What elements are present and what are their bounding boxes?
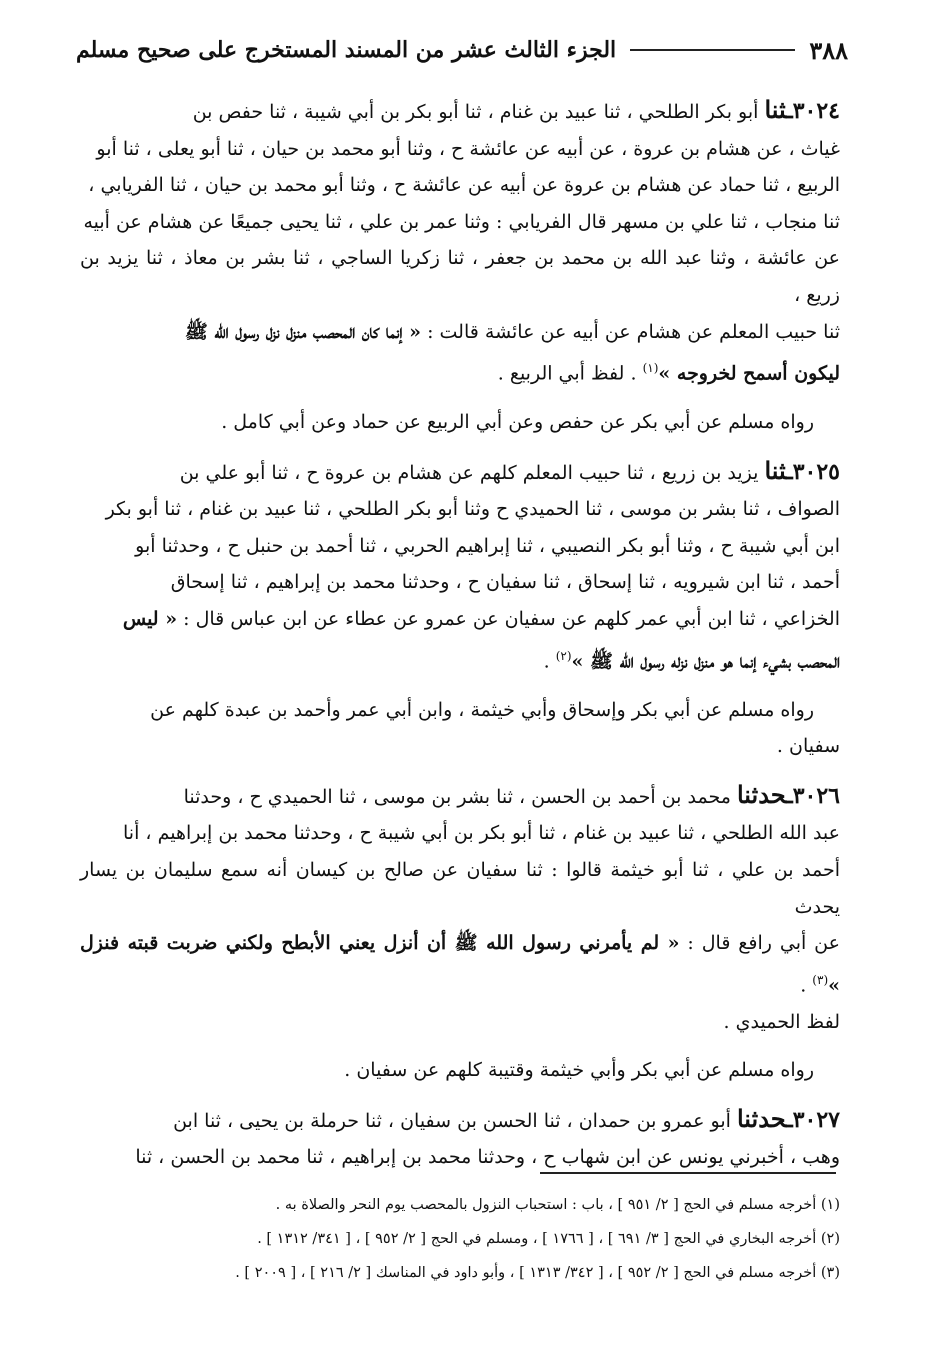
hadith-number: ٣٠٢٦ xyxy=(792,782,840,809)
text-line: عن أبي رافع قال : « لم يأمرني رسول الله ﷺ أن أنزل يعني الأبطح ولكني ضربت قبته فنزل »$^{(٣)}$ . xyxy=(80,932,840,997)
text-line: الربيع ، ثنا حماد عن هشام بن عروة عن أبيه عن عائشة ح ، وثنا أبو محمد بن حيان ، ثنا الفريابي ، xyxy=(88,174,840,197)
hadith-keyword: حدثنا xyxy=(736,779,787,809)
matn-text: « ليس xyxy=(122,608,178,631)
text-line: سفيان . xyxy=(776,735,840,758)
text-line: ٣٠٢٥ـثنا يزيد بن زريع ، ثنا حبيب المعلم كلهم عن هشام بن عروة ح ، ثنا أبو علي بن xyxy=(179,455,840,485)
footnote-ref: (١) xyxy=(642,361,659,376)
text-line: ثنا منجاب ، ثنا علي بن مسهر قال الفريابي : وثنا عمر بن علي ، ثنا يحيى جميعًا عن هشام عن أبيه xyxy=(83,210,840,233)
running-title: الجزء الثالث عشر من المسند المستخرج على صحيح مسلم xyxy=(76,37,617,63)
text-line: لفظ الحميدي . xyxy=(723,1010,840,1033)
hadith-number: ٣٠٢٧ xyxy=(792,1106,840,1133)
matn-text: « لم يأمرني رسول الله ﷺ أن أنزل يعني الأبطح ولكني ضربت قبته فنزل » xyxy=(80,932,840,997)
hadith-keyword: حدثنا xyxy=(736,1103,787,1133)
text-line: ٣٠٢٤ـثنا أبو بكر الطلحي ، ثنا عبيد بن غنام ، ثنا أبو بكر بن أبي شيبة ، ثنا حفص بن xyxy=(192,95,840,124)
text-line: أحمد بن علي ، ثنا أبو خيثمة قالوا : ثنا سفيان عن صالح بن كيسان أنه سمع سليمان بن يسار يحدث xyxy=(80,858,840,918)
text-line: رواه مسلم عن أبي بكر وأبي خيثمة وقتيبة كلهم عن سفيان . xyxy=(344,1059,814,1082)
text-line: عن عائشة ، وثنا عبد الله بن محمد بن جعفر ، ثنا زكريا الساجي ، ثنا بشر بن معاذ ، ثنا يزيد بن زريع ، xyxy=(80,247,840,306)
header-rule xyxy=(630,49,795,51)
text-line: غياث ، عن هشام بن عروة ، عن أبيه عن عائشة ح ، وثنا أبو محمد بن حيان ، ثنا أبو يعلى ، ثنا أبو xyxy=(96,137,840,160)
hadith-keyword: ثنا xyxy=(764,455,787,485)
footnote-ref: (٣) xyxy=(812,972,829,987)
riwaya-note xyxy=(80,692,840,765)
text-line: الصواف ، ثنا بشر بن موسى ، ثنا الحميدي ح وثنا أبو بكر الطلحي ، ثنا عبيد بن غنام ، ثنا أبو بكر xyxy=(105,498,840,521)
riwaya-note xyxy=(80,1052,840,1089)
text-line: رواه مسلم عن أبي بكر عن حفص وعن أبي الربيع عن حماد وعن أبي كامل . xyxy=(221,411,814,434)
text-line: عبد الله الطلحي ، ثنا عبيد بن غنام ، ثنا أبو بكر بن أبي شيبة ح ، وحدثنا محمد بن إبراهيم ، أنا xyxy=(123,822,840,845)
text-line: الخزاعي ، ثنا ابن أبي عمر كلهم عن سفيان عن عمرو عن عطاء عن ابن عباس قال : « ليس xyxy=(122,608,840,631)
hadith-number: ٣٠٢٥ xyxy=(792,458,840,485)
text-line: ابن أبي شيبة ح ، وثنا أبو بكر النصيبي ، ثنا إبراهيم الحربي ، ثنا أحمد بن حنبل ح ، وحدثنا أبو xyxy=(135,534,840,557)
footnote: (١) أخرجه مسلم في الحج [ ٢/ ٩٥١ ] ، باب : استحباب النزول بالمحصب يوم النحر والصلاة به . xyxy=(275,1197,840,1213)
text-line: ٣٠٢٧ـحدثنا أبو عمرو بن حمدان ، ثنا الحسن بن سفيان ، ثنا حرملة بن يحيى ، ثنا ابن xyxy=(173,1103,840,1133)
text-line: رواه مسلم عن أبي بكر وإسحاق وأبي خيثمة ، وابن أبي عمر وأحمد بن عبدة كلهم عن xyxy=(150,698,814,721)
footnote-ref: (٢) xyxy=(555,648,572,663)
text-line: ثنا حبيب المعلم عن هشام عن أبيه عن عائشة قالت : « إنما كان المحصب منزل نزل رسول الله ﷺ xyxy=(184,320,840,343)
hadith-3026 xyxy=(80,777,840,1040)
hadith-3025 xyxy=(80,453,840,680)
footnote: (٢) أخرجه البخاري في الحج [ ٣/ ٦٩١ ] ، [ ١٧٦٦ ] ، ومسلم في الحج [ ٢/ ٩٥٢ ] ، [ ٣٤١/ ١٣١٢ ] . xyxy=(257,1231,840,1247)
hadith-3027 xyxy=(80,1101,840,1176)
matn-text: المحصب بشيء إنما هو منزل نزله رسول الله ﷺ » xyxy=(571,649,840,672)
footnote-separator xyxy=(540,1172,836,1174)
hadith-keyword: ثنا xyxy=(764,95,787,124)
hadith-3024 xyxy=(80,92,840,392)
text-line: ليكون أسمح لخروجه »$^{(١)}$ . لفظ أبي الربيع . xyxy=(497,361,840,385)
hadith-number: ٣٠٢٤ xyxy=(792,98,840,124)
text-line: أحمد ، ثنا ابن شيرويه ، ثنا إسحاق ، ثنا سفيان ح ، وحدثنا محمد بن إبراهيم ، ثنا إسحاق xyxy=(170,571,840,594)
riwaya-note xyxy=(80,404,840,441)
footnotes xyxy=(130,1188,840,1290)
footnote: (٣) أخرجه مسلم في الحج [ ٢/ ٩٥٢ ] ، [ ٣٤٢/ ١٣١٣ ] ، وأبو داود في المناسك [ ٢/ ٢١٦ ] ، [ ٢٠٠٩ ] . xyxy=(235,1265,840,1281)
page-header xyxy=(76,26,848,74)
text-line: المحصب بشيء إنما هو منزل نزله رسول الله ﷺ »$^{(٢)}$ . xyxy=(543,648,840,672)
matn-text: « إنما كان المحصب منزل نزل رسول الله ﷺ xyxy=(184,320,422,343)
main-text xyxy=(80,92,840,1188)
text-line: وهب ، أخبرني يونس عن ابن شهاب ح ، وحدثنا محمد بن إبراهيم ، ثنا محمد بن الحسن ، ثنا xyxy=(135,1146,840,1169)
text-line: ٣٠٢٦ـحدثنا محمد بن أحمد بن الحسن ، ثنا بشر بن موسى ، ثنا الحميدي ح ، وحدثنا xyxy=(183,779,840,809)
page-number: ٣٨٨ xyxy=(809,35,848,65)
matn-text: ليكون أسمح لخروجه » xyxy=(658,362,840,385)
